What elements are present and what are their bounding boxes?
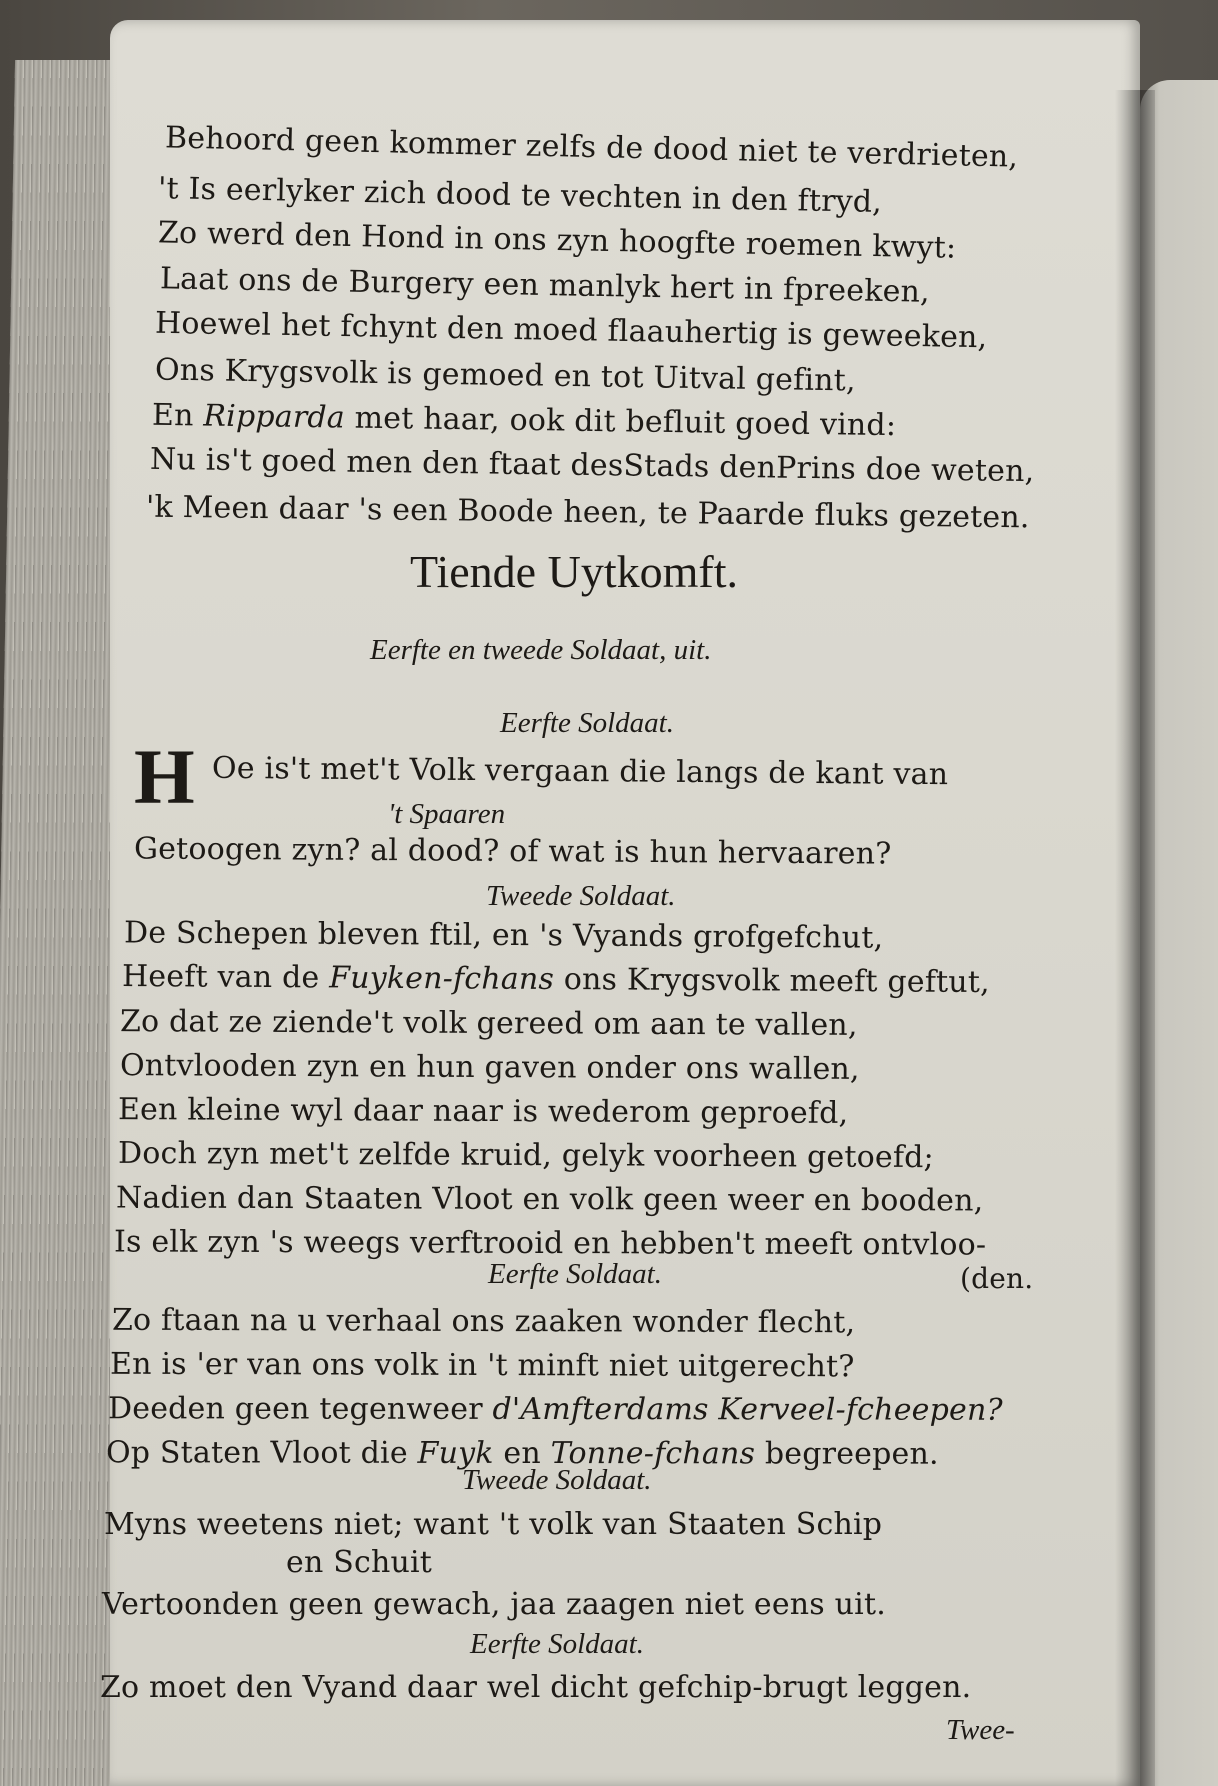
verse-line: Hoewel het fchynt den moed flaauhertig is geweeken, [154, 305, 988, 356]
speech-text: ons Krygsvolk meeft geftut, [563, 962, 990, 1001]
stage-direction: Eerfte en tweede Soldaat, uit. [370, 634, 712, 666]
verse-line: Laat ons de Burgery een manlyk hert in fpreeken, [159, 261, 931, 310]
scene-heading: Tiende Uytkomft. [410, 546, 738, 597]
speech-line: Is elk zyn 's weegs verftrooid en hebben't meeft ontvloo- [113, 1224, 987, 1263]
speaker-label: Eerfte Soldaat. [470, 1628, 644, 1660]
speech-continuation: 't Spaaren [388, 798, 506, 830]
speaker-label: Tweede Soldaat. [462, 1464, 652, 1496]
speaker-label: Eerfte Soldaat. [500, 707, 674, 739]
speech-line: Nadien dan Staaten Vloot en volk geen weer en booden, [115, 1180, 984, 1219]
verse-line: Ons Krygsvolk is gemoed en tot Uitval gefint, [154, 352, 856, 399]
catchword: Twee- [946, 1714, 1015, 1746]
speech-line: Vertoonden geen gewach, jaa zaagen niet eens uit. [102, 1587, 886, 1622]
speech-text: begreepen. [764, 1436, 939, 1472]
speech-line: Een kleine wyl daar naar is wederom geproefd, [117, 1092, 849, 1131]
word-continuation: (den. [960, 1262, 1034, 1295]
speaker-label: Tweede Soldaat. [486, 880, 676, 912]
speech-line: En is 'er van ons volk in 't minft niet uitgerecht? [109, 1346, 855, 1385]
place-name: Tonne-fchans [550, 1436, 756, 1472]
speech-line [122, 959, 990, 1000]
speech-line [108, 1391, 1003, 1428]
speaker-label: Eerfte Soldaat. [488, 1258, 662, 1290]
place-name: Fuyken-fchans [329, 960, 555, 997]
verse-line: Behoord geen kommer zelfs de dood niet te verdrieten, [164, 120, 1019, 175]
name-ripparda: Ripparda [203, 398, 346, 436]
speech-line: Zo moet den Vyand daar wel dicht gefchip-brugt leggen. [100, 1670, 972, 1705]
speech-text: Heeft van de [121, 958, 320, 996]
verse-line: 't Is eerlyker zich dood te vechten in den ftryd, [157, 171, 883, 220]
place-name: d'Amfterdams Kerveel-fcheepen? [492, 1391, 1003, 1428]
speech-line: Ontvlooden zyn en hun gaven onder ons wallen, [119, 1048, 860, 1087]
drop-cap: H [134, 733, 195, 820]
speech-line: Myns weetens niet; want 't volk van Staaten Schip [104, 1507, 883, 1542]
verse-line: Zo werd den Hond in ons zyn hoogfte roemen kwyt: [157, 215, 957, 266]
speech-line: Zo dat ze ziende't volk gereed om aan te vallen, [119, 1004, 858, 1043]
speech-text: en [503, 1435, 541, 1472]
speech-line: Getoogen zyn? al dood? of wat is hun hervaaren? [133, 831, 892, 872]
speech-text: Op Staten Vloot die [105, 1435, 408, 1471]
verse-line [152, 398, 897, 443]
verse-line: 'k Meen daar 's een Boode heen, te Paarde fluks gezeten. [145, 489, 1030, 536]
speech-line: De Schepen bleven ftil, en 's Vyands grofgefchut, [123, 915, 884, 956]
speech-line: Zo ftaan na u verhaal ons zaaken wonder flecht, [111, 1302, 856, 1341]
verse-line: Nu is't goed men den ftaat desStads denPrins doe weten, [149, 441, 1035, 490]
speech-continuation: en Schuit [286, 1545, 433, 1580]
verse-word: En [151, 397, 194, 434]
speech-line: Doch zyn met't zelfde kruid, gelyk voorheen getoefd; [117, 1135, 934, 1176]
place-name: Fuyk [417, 1435, 494, 1471]
verse-rest: met haar, ook dit befluit goed vind: [354, 400, 897, 444]
speech-line: Oe is't met't Volk vergaan die langs de kant van [211, 750, 949, 793]
speech-text: Deeden geen tegenweer [107, 1391, 483, 1427]
